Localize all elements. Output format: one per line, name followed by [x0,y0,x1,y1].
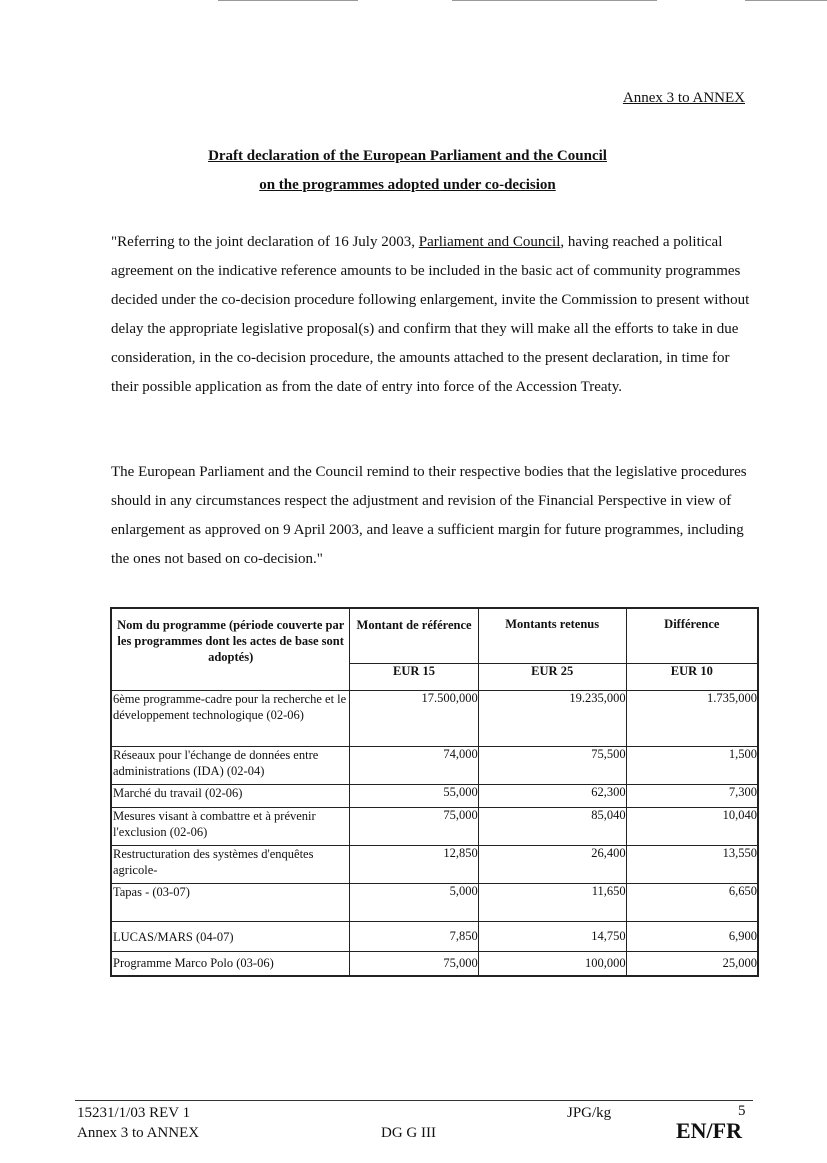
reference-amount: 7,850 [350,922,478,952]
difference-amount: 1,500 [626,747,758,785]
difference-amount: 1.735,000 [626,691,758,747]
retained-amount: 26,400 [478,846,626,884]
annex-header: Annex 3 to ANNEX [622,90,745,106]
programme-name: Restructuration des systèmes d'enquêtes agricole- [111,846,350,884]
retained-amount: 11,650 [478,884,626,922]
programme-name: Marché du travail (02-06) [111,785,350,808]
reference-amount: 17.500,000 [350,691,478,747]
reference-amount: 5,000 [350,884,478,922]
difference-amount: 6,900 [626,922,758,952]
table-row [111,922,758,952]
table-row [111,691,758,747]
programme-name: Tapas - (03-07) [111,884,350,922]
footer-initials: JPG/kg [567,1105,612,1121]
footer-language-code: EN/FR [676,1118,742,1143]
footer-divider [75,1100,753,1101]
parliament-council-underlined: Parliament and Council [418,234,561,250]
difference-amount: 10,040 [626,808,758,846]
table-header-row [111,608,758,664]
table-row [111,785,758,808]
scan-artifact-line [452,0,657,1]
reference-amount: 12,850 [350,846,478,884]
difference-amount: 13,550 [626,846,758,884]
footer-page-number: 5 [738,1103,746,1119]
programmes-table [110,607,759,977]
retained-amount: 85,040 [478,808,626,846]
retained-amount: 75,500 [478,747,626,785]
reference-amount: 74,000 [350,747,478,785]
programme-name: LUCAS/MARS (04-07) [111,922,350,952]
header-retained-amounts: Montants retenus [478,608,626,664]
reference-amount: 75,000 [350,952,478,976]
currency-difference: EUR 10 [626,664,758,691]
footer-document-reference: 15231/1/03 REV 1 [77,1105,191,1121]
declaration-paragraph-1 [111,228,751,402]
declaration-paragraph-2: The European Parliament and the Council remind to their respective bodies that the legislative procedures should in any circumstances respect the adjustment and revision of the Financial Perspective in view of enlargement as approved on 9 April 2003, and leave a sufficient margin for future programmes, including the ones not based on co-decision." [111,464,747,567]
table-row [111,747,758,785]
retained-amount: 62,300 [478,785,626,808]
table-row [111,808,758,846]
difference-amount: 7,300 [626,785,758,808]
difference-amount: 25,000 [626,952,758,976]
scan-artifact-line [218,0,358,1]
document-title-line-2: on the programmes adopted under co-decision [259,177,556,193]
currency-retained: EUR 25 [478,664,626,691]
paragraph-1-rest: , having reached a political agreement on the indicative reference amounts to be included in the basic act of community programmes decided under the co-decision procedure following enlargement, invite the Commission to present without delay the appropriate legislative proposal(s) and confirm that they will make all the efforts to take in due consideration, in the co-decision procedure, the amounts attached to the present declaration, in time for their possible application as from the date of entry into force of the Accession Treaty. [111,234,750,395]
table-row [111,846,758,884]
retained-amount: 19.235,000 [478,691,626,747]
paragraph-1-start: "Referring to the joint declaration of 16 July 2003, [111,234,419,250]
difference-amount: 6,650 [626,884,758,922]
retained-amount: 14,750 [478,922,626,952]
header-programme-name: Nom du programme (période couverte par les programmes dont les actes de base sont adoptés) [111,608,350,691]
reference-amount: 55,000 [350,785,478,808]
programme-name: Mesures visant à combattre et à prévenir l'exclusion (02-06) [111,808,350,846]
programme-name: Programme Marco Polo (03-06) [111,952,350,976]
table-row [111,884,758,922]
programme-name: Réseaux pour l'échange de données entre administrations (IDA) (02-04) [111,747,350,785]
scan-artifact-line [745,0,827,1]
footer-directorate: DG G III [381,1125,436,1141]
currency-reference: EUR 15 [350,664,478,691]
table-row [111,952,758,976]
document-title-line-1: Draft declaration of the European Parliament and the Council [208,148,607,164]
header-reference-amount: Montant de référence [350,608,478,664]
reference-amount: 75,000 [350,808,478,846]
retained-amount: 100,000 [478,952,626,976]
header-difference: Différence [626,608,758,664]
programme-name: 6ème programme-cadre pour la recherche et le développement technologique (02-06) [111,691,350,747]
footer-annex-label: Annex 3 to ANNEX [77,1125,200,1141]
